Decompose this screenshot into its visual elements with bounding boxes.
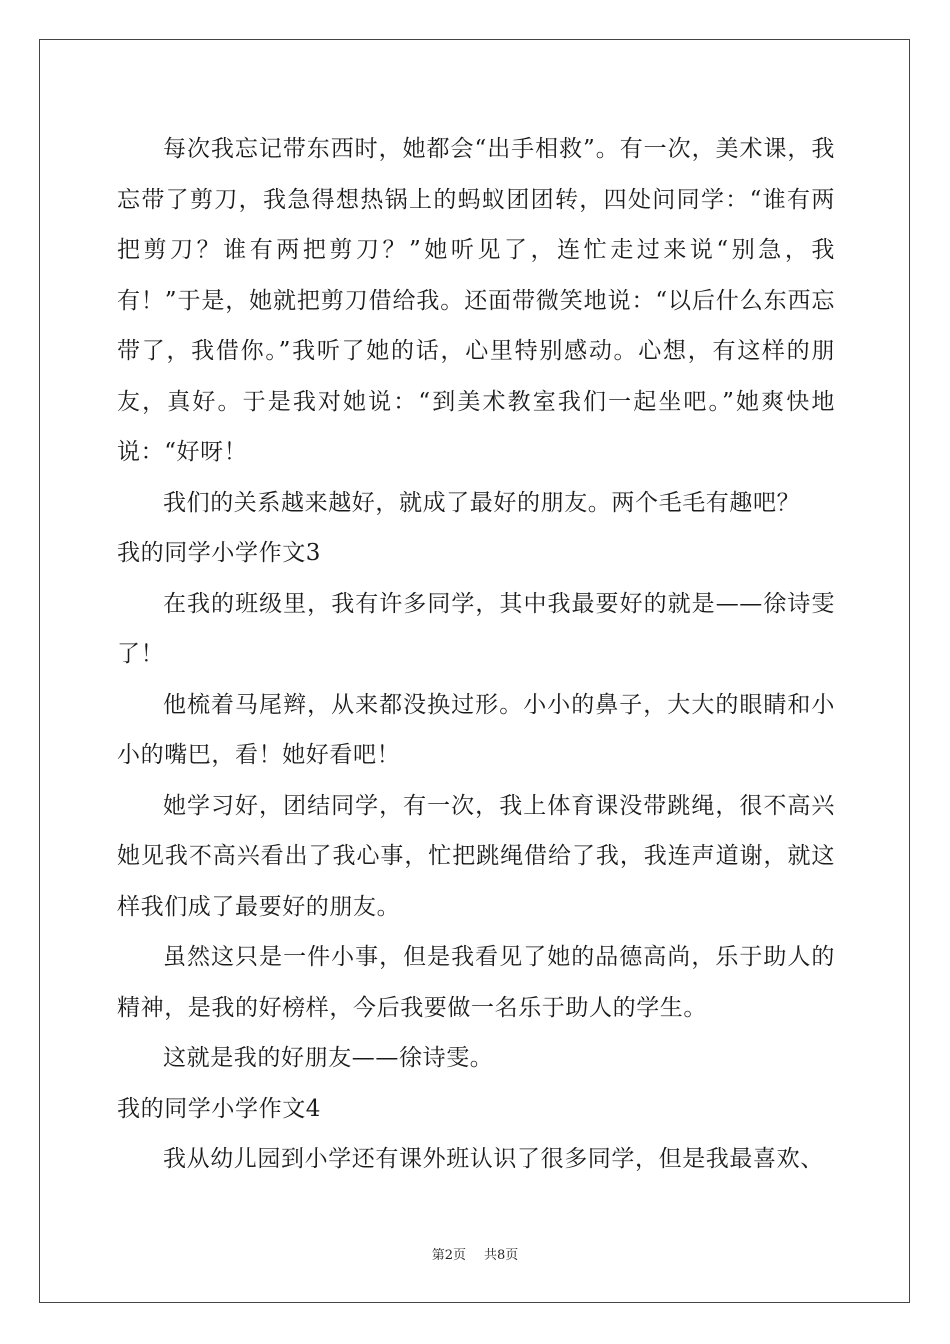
paragraph: 虽然这只是一件小事，但是我看见了她的品德高尚，乐于助人的精神，是我的好榜样，今后我要做一名乐于助人的学生。 [117, 944, 835, 1021]
paragraph: 他梳着马尾辫，从来都没换过形。小小的鼻子，大大的眼睛和小小的嘴巴，看！她好看吧！ [117, 691, 835, 768]
section-heading: 我的同学小学作文4 [117, 1095, 322, 1122]
paragraph: 每次我忘记带东西时，她都会“出手相救”。有一次，美术课，我忘带了剪刀，我急得想热锅上的蚂蚁团团转，四处问同学：“谁有两把剪刀？谁有两把剪刀？”她听见了，连忙走过来说“别急，我有！”于是，她就把剪刀借给我。还面带微笑地说：“以后什么东西忘带了，我借你。”我听了她的话，心里特别感动。心想，有这样的朋友，真好。于是我对她说：“到美术教室我们一起坐吧。”她爽快地说：“好呀！ [117, 136, 835, 465]
page-total: 共8页 [484, 1248, 519, 1263]
paragraph: 我们的关系越来越好，就成了最好的朋友。两个毛毛有趣吧？ [163, 489, 801, 516]
document-body [117, 124, 835, 1185]
section-heading: 我的同学小学作文3 [117, 540, 322, 566]
paragraph: 这就是我的好朋友——徐诗雯。 [163, 1045, 494, 1071]
paragraph: 她学习好，团结同学，有一次，我上体育课没带跳绳，很不高兴她见我不高兴看出了我心事，忙把跳绳借给了我，我连声道谢，就这样我们成了最要好的朋友。 [117, 792, 835, 920]
page-footer [0, 1244, 950, 1263]
page-number: 第2页 [431, 1248, 466, 1263]
paragraph: 在我的班级里，我有许多同学，其中我最要好的就是——徐诗雯了！ [117, 590, 835, 667]
paragraph: 我从幼儿园到小学还有课外班认识了很多同学，但是我最喜欢、 [163, 1146, 824, 1172]
